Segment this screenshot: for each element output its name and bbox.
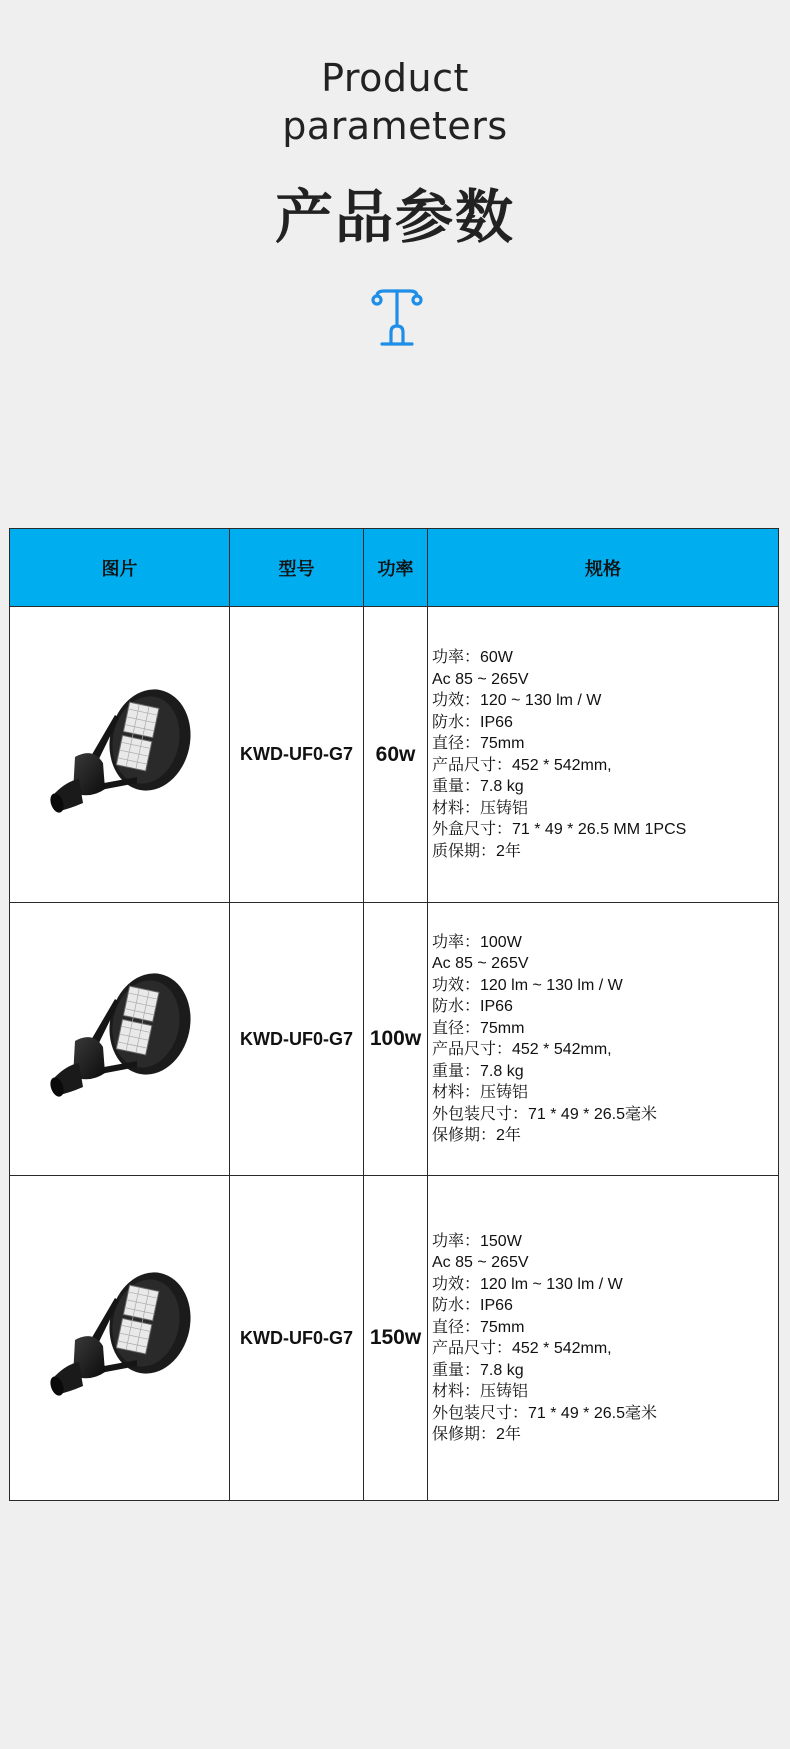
product-image-cell [10, 607, 230, 903]
model-cell: KWD-UF0-G7 [230, 607, 364, 903]
garden-lamp-icon [45, 685, 195, 825]
spec-line: 防水：IP66 [432, 998, 513, 1015]
spec-line: 质保期：2年 [432, 842, 521, 860]
column-header-power: 功率 [364, 529, 428, 607]
spec-line: 直径：75mm [432, 1019, 525, 1037]
spec-line: 重量：7.8 kg [432, 778, 524, 795]
spec-line: 防水：IP66 [432, 713, 513, 731]
spec-line: 外包装尺寸：71 * 49 * 26.5毫米 [432, 1105, 657, 1123]
spec-line: 功率：100W [432, 933, 522, 951]
page-title-en [0, 54, 790, 150]
power-cell: 150w [364, 1176, 428, 1501]
product-parameters-table [9, 528, 779, 1501]
spec-line: Ac 85 ~ 265V [432, 670, 529, 688]
specs-cell [428, 1176, 779, 1501]
column-header-model: 型号 [230, 529, 364, 607]
spec-line: 保修期：2年 [432, 1127, 521, 1144]
model-cell: KWD-UF0-G7 [230, 1176, 364, 1501]
spec-line: 外包装尺寸：71 * 49 * 26.5毫米 [432, 1404, 657, 1422]
product-image-cell [10, 903, 230, 1176]
spec-line: 材料：压铸铝 [432, 1383, 529, 1400]
page-title-cn: 产品参数 [274, 183, 515, 251]
spec-line: 功效：120 ~ 130 lm / W [432, 692, 602, 709]
spec-line: 防水：IP66 [432, 1297, 513, 1314]
spec-line: 功效：120 lm ~ 130 lm / W [432, 976, 623, 994]
table-header-row [10, 529, 779, 607]
spec-line: 外盒尺寸：71 * 49 * 26.5 MM 1PCS [432, 821, 687, 838]
table-row [10, 607, 779, 903]
spec-line: 直径：75mm [432, 735, 525, 752]
specs-cell [428, 607, 779, 903]
spec-line: 重量：7.8 kg [432, 1361, 524, 1379]
page-title-en-line2: parameters [282, 104, 508, 148]
spec-line: 功率：150W [432, 1232, 522, 1250]
spec-line: 材料：压铸铝 [432, 799, 529, 817]
spec-line: 功效：120 lm ~ 130 lm / W [432, 1275, 623, 1293]
power-cell: 100w [364, 903, 428, 1176]
column-header-image: 图片 [10, 529, 230, 607]
spec-line: Ac 85 ~ 265V [432, 955, 529, 972]
spec-line: 材料：压铸铝 [432, 1084, 529, 1101]
spec-line: 重量：7.8 kg [432, 1062, 524, 1080]
garden-lamp-icon [45, 969, 195, 1109]
garden-lamp-icon [45, 1268, 195, 1408]
specs-cell [428, 903, 779, 1176]
spec-line: 直径：75mm [432, 1318, 525, 1336]
spec-line: 产品尺寸：452 * 542mm, [432, 756, 612, 774]
spec-line: Ac 85 ~ 265V [432, 1254, 529, 1271]
column-header-specs: 规格 [428, 529, 779, 607]
spec-line: 产品尺寸：452 * 542mm, [432, 1041, 612, 1058]
lamp-post-icon [370, 288, 424, 348]
product-image-cell [10, 1176, 230, 1501]
spec-line: 保修期：2年 [432, 1426, 521, 1443]
model-cell: KWD-UF0-G7 [230, 903, 364, 1176]
table-row [10, 903, 779, 1176]
page-title-en-line1: Product [321, 56, 469, 100]
power-cell: 60w [364, 607, 428, 903]
table-row [10, 1176, 779, 1501]
spec-line: 功率：60W [432, 649, 513, 666]
spec-line: 产品尺寸：452 * 542mm, [432, 1340, 612, 1357]
